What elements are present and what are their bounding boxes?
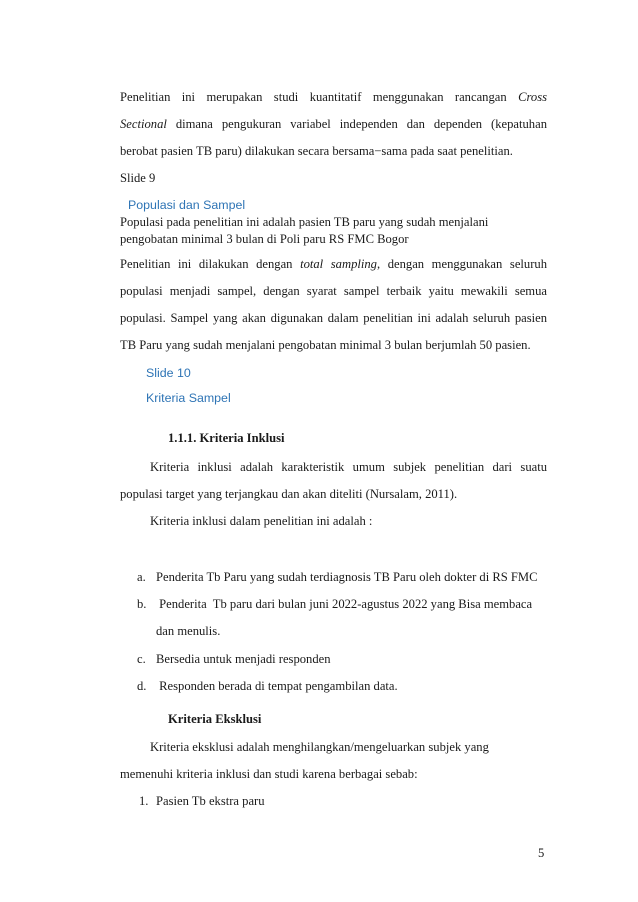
italic-term: total sampling	[300, 257, 377, 271]
eksklusi-def-line-1: Kriteria eksklusi adalah menghilangkan/mengeluarkan subjek yang	[150, 740, 489, 754]
inklusi-def-line-2: populasi target yang terjangkau dan akan diteliti (Nursalam, 2011).	[120, 487, 458, 501]
inklusi-def-line-1: Kriteria inklusi adalah karakteristik umum subjek penelitian dari suatu	[150, 460, 547, 474]
inklusi-marker-a: a.	[137, 570, 146, 584]
eksklusi-def-line-2: memenuhi kriteria inklusi dan studi karena berbagai sebab:	[120, 767, 418, 781]
populasi-text-line-1: Populasi pada penelitian ini adalah pasien TB paru yang sudah menjalani	[120, 215, 489, 229]
sampling-text: , dengan menggunakan seluruh	[376, 257, 547, 271]
populasi-heading: Populasi dan Sampel	[128, 198, 246, 212]
inklusi-item-a: Penderita Tb Paru yang sudah terdiagnosis TB Paru oleh dokter di RS FMC	[156, 570, 538, 584]
kriteria-sampel-heading: Kriteria Sampel	[146, 391, 231, 405]
inklusi-item-c: Bersedia untuk menjadi responden	[156, 652, 331, 666]
eksklusi-heading: Kriteria Eksklusi	[168, 712, 262, 726]
eksklusi-item-1: Pasien Tb ekstra paru	[156, 794, 265, 808]
italic-term: Sectional	[120, 117, 167, 131]
inklusi-item-b: Penderita Tb paru dari bulan juni 2022-agustus 2022 yang Bisa membaca	[156, 597, 533, 611]
inklusi-marker-d: d.	[137, 679, 147, 693]
inklusi-item-d: Responden berada di tempat pengambilan data.	[156, 679, 398, 693]
inklusi-marker-c: c.	[137, 652, 146, 666]
inklusi-intro: Kriteria inklusi dalam penelitian ini adalah :	[150, 514, 373, 528]
slide-9-label: Slide 9	[120, 171, 156, 185]
inklusi-marker-b: b.	[137, 597, 147, 611]
italic-term: Cross	[518, 90, 547, 104]
sampling-line-2: populasi menjadi sampel, dengan syarat sampel terbaik yaitu mewakili semua	[120, 284, 547, 298]
inklusi-item-b-cont: dan menulis.	[156, 624, 221, 638]
inklusi-heading: 1.1.1. Kriteria Inklusi	[168, 431, 285, 445]
intro-line-3: berobat pasien TB paru) dilakukan secara bersama−sama pada saat penelitian.	[120, 144, 513, 158]
sampling-line-1	[120, 257, 547, 272]
slide-10-label: Slide 10	[146, 366, 191, 380]
sampling-text: Penelitian ini dilakukan dengan	[120, 257, 293, 271]
intro-line-2	[120, 117, 547, 132]
intro-text: Penelitian ini merupakan studi kuantitatif menggunakan rancangan	[120, 90, 507, 104]
sampling-line-3: populasi. Sampel yang akan digunakan dalam penelitian ini adalah seluruh pasien	[120, 311, 547, 325]
sampling-line-4: TB Paru yang sudah menjalani pengobatan minimal 3 bulan berjumlah 50 pasien.	[120, 338, 531, 352]
populasi-text-line-2: pengobatan minimal 3 bulan di Poli paru RS FMC Bogor	[120, 232, 409, 246]
intro-line-1	[120, 90, 547, 105]
eksklusi-marker-1: 1.	[139, 794, 149, 808]
page-number: 5	[538, 846, 545, 860]
intro-text: dimana pengukuran variabel independen dan dependen (kepatuhan	[175, 117, 547, 131]
